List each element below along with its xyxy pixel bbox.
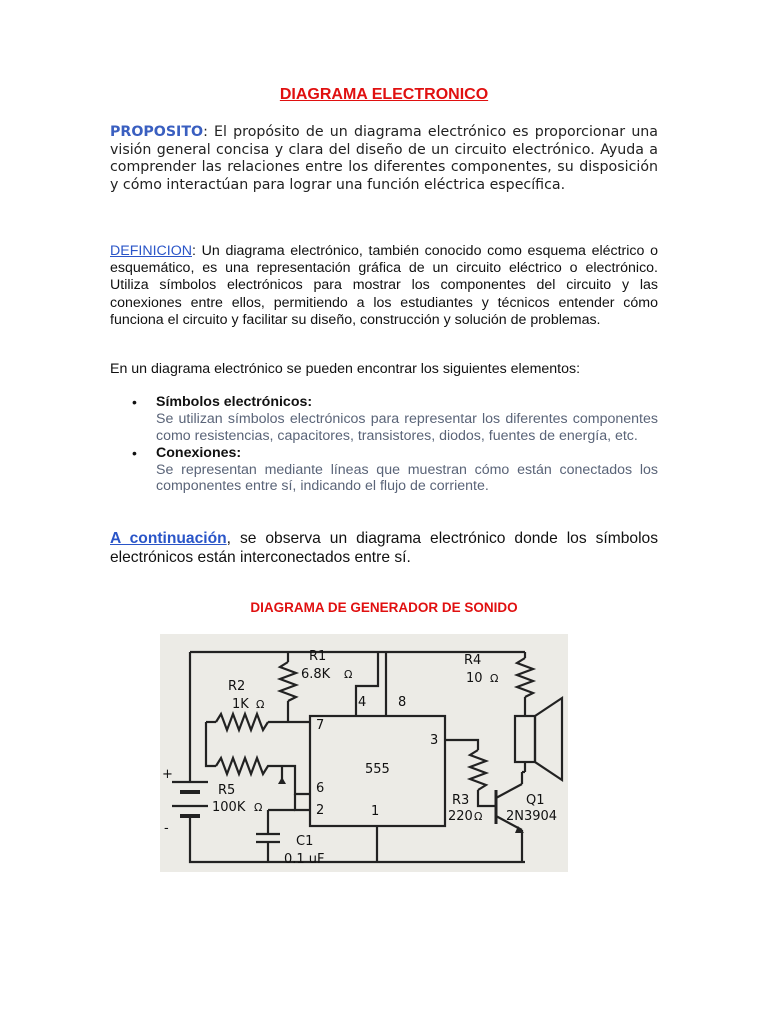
label-pin-2: 2 xyxy=(316,803,325,818)
page-title: DIAGRAMA ELECTRONICO xyxy=(279,86,489,103)
label-pin-6: 6 xyxy=(316,781,325,796)
ohm-symbol-r4: Ω xyxy=(490,672,499,685)
sound-generator-circuit-diagram xyxy=(160,634,568,872)
ohm-symbol-r3: Ω xyxy=(474,810,483,823)
label-c1-value: 0.1 uF xyxy=(284,852,325,867)
continuation-label[interactable]: A continuación xyxy=(110,530,227,547)
definicion-label[interactable]: DEFINICION xyxy=(110,243,192,259)
elements-intro: En un diagrama electrónico se pueden encontrar los siguientes elementos: xyxy=(110,361,581,377)
label-r3-name: R3 xyxy=(452,793,470,808)
label-q1-value: 2N3904 xyxy=(506,809,558,824)
label-r5-value: 100K xyxy=(212,800,246,815)
label-q1-name: Q1 xyxy=(526,793,545,808)
label-r1-value: 6.8K xyxy=(301,667,331,682)
bullet-icon: • xyxy=(132,444,137,461)
proposito-label: PROPOSITO xyxy=(110,124,204,140)
diagram-background xyxy=(160,634,568,872)
label-ic-555: 555 xyxy=(365,762,390,777)
continuation-text: , se observa un diagrama electrónico donde los símbolos electrónicos están interconectados entre sí. xyxy=(110,530,658,566)
label-pin-4: 4 xyxy=(358,695,367,710)
ohm-symbol-r5: Ω xyxy=(254,801,263,814)
diagram-title: DIAGRAMA DE GENERADOR DE SONIDO xyxy=(250,600,518,615)
label-r3-value: 220 xyxy=(448,809,473,824)
continuation-paragraph xyxy=(110,529,658,567)
list-item-title: Símbolos electrónicos: xyxy=(156,394,313,410)
list-item-text: Se utilizan símbolos electrónicos para representar los diferentes componentes como resistencias, capacitores, transistores, diodos, fuentes de energía, etc. xyxy=(156,411,658,444)
ohm-symbol-r2: Ω xyxy=(256,698,265,711)
label-battery-minus: - xyxy=(164,821,169,836)
bullet-icon: • xyxy=(132,394,137,410)
label-r2-name: R2 xyxy=(228,679,246,694)
label-r4-value: 10 xyxy=(466,671,483,686)
proposito-text: : El propósito de un diagrama electrónico es proporcionar una visión general concisa y clara del diseño de un circuito electrónico. Ayuda a comprender las relaciones entre los diferentes componentes, su disposición y cómo interactúan para lograr una función eléctrica específica. xyxy=(110,124,658,193)
definicion-paragraph xyxy=(110,243,658,329)
label-pin-7: 7 xyxy=(316,718,325,733)
label-c1-name: C1 xyxy=(296,834,314,849)
label-pin-8: 8 xyxy=(398,695,407,710)
list-item-title: Conexiones: xyxy=(156,444,242,461)
list-item xyxy=(110,394,658,445)
proposito-paragraph xyxy=(110,124,658,194)
label-battery-plus: + xyxy=(162,767,173,782)
label-r4-name: R4 xyxy=(464,653,482,668)
list-item-text: Se representan mediante líneas que muestran cómo están conectados los componentes entre sí, indicando el flujo de corriente. xyxy=(156,461,658,495)
label-r5-name: R5 xyxy=(218,783,236,798)
definicion-text: : Un diagrama electrónico, también conocido como esquema eléctrico o esquemático, es una representación gráfica de un circuito eléctrico o electrónico. Utiliza símbolos electrónicos para mostrar los componentes del circuito y las conexiones entre ellos, permitiendo a los estudiantes y técnicos entender cómo funciona el circuito y facilitar su diseño, construcción y solución de problemas. xyxy=(110,243,658,328)
elements-list xyxy=(110,394,658,495)
label-pin-1: 1 xyxy=(371,804,380,819)
label-r2-value: 1K xyxy=(232,697,249,712)
ohm-symbol-r1: Ω xyxy=(344,668,353,681)
label-r1-name: R1 xyxy=(309,649,327,664)
label-pin-3: 3 xyxy=(430,733,439,748)
list-item xyxy=(110,445,658,496)
